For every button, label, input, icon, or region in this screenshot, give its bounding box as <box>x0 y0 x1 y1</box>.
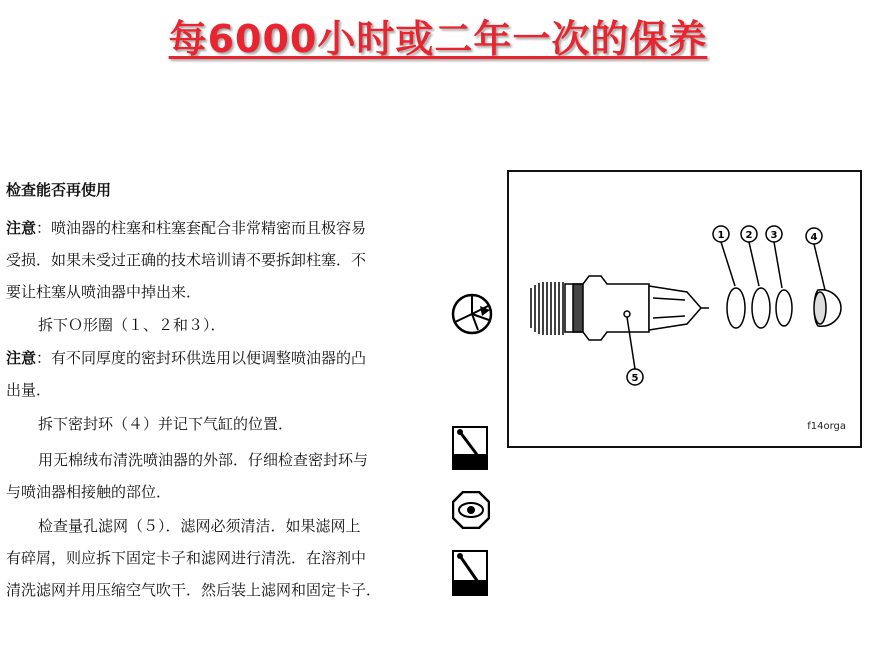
note-1 <box>6 218 366 302</box>
figure-code: f14orga <box>807 421 846 432</box>
step-4-line-3: 清洗滤网并用压缩空气吹干．然后装上滤网和固定卡子． <box>6 581 382 599</box>
step-3 <box>6 450 368 502</box>
note-2 <box>6 348 366 400</box>
wrench-tool-icon <box>452 550 488 600</box>
o-ring-3 <box>776 290 792 326</box>
callout-4: 4 <box>810 232 818 243</box>
note-2-label: 注意 <box>6 349 37 367</box>
injector-drawing <box>509 172 860 446</box>
note-1-line-1: ：喷油器的柱塞和柱塞套配合非常精密而且极容易 <box>36 219 367 237</box>
injector-pie-icon <box>450 292 494 340</box>
section-heading: 检查能否再使用 <box>6 181 112 199</box>
o-ring-2 <box>752 288 770 328</box>
note-1-line-3: 要让柱塞从喷油器中掉出来． <box>6 283 202 301</box>
eye-inspect-icon <box>452 491 490 533</box>
step-4-line-2: 有碎屑，则应拆下固定卡子和滤网进行清洗．在溶剂中 <box>6 549 367 567</box>
procedure-text <box>6 180 430 605</box>
note-1-label: 注意 <box>6 219 37 237</box>
injector-tip <box>649 286 701 330</box>
injector-spring-end <box>531 282 563 335</box>
step-4 <box>6 516 381 600</box>
step-3-line-2: 与喷油器相接触的部位． <box>6 483 172 501</box>
callout-1: 1 <box>717 230 725 241</box>
step-2: 拆下密封环（４）并记下气缸的位置． <box>38 415 294 433</box>
wrench-tool-icon <box>452 426 488 474</box>
injector-figure <box>507 170 862 448</box>
callout-2: 2 <box>745 230 753 241</box>
step-3-line-1: 用无棉绒布清洗喷油器的外部．仔细检查密封环与 <box>38 451 369 469</box>
note-2-line-1: ：有不同厚度的密封环供选用以便调整喷油器的凸 <box>36 349 367 367</box>
callout-3: 3 <box>770 230 778 241</box>
note-1-line-2: 受损．如果未受过正确的技术培训请不要拆卸柱塞．不 <box>6 251 367 269</box>
page-title: 每6000小时或二年一次的保养 <box>168 17 708 61</box>
callout-5: 5 <box>631 373 639 384</box>
o-ring-1 <box>727 288 745 328</box>
step-1: 拆下Ｏ形圈（１、２和３）． <box>38 316 226 334</box>
step-4-line-1: 检查量孔滤网（５）．滤网必须清洁．如果滤网上 <box>38 517 361 535</box>
note-2-line-2: 出量． <box>6 381 52 399</box>
